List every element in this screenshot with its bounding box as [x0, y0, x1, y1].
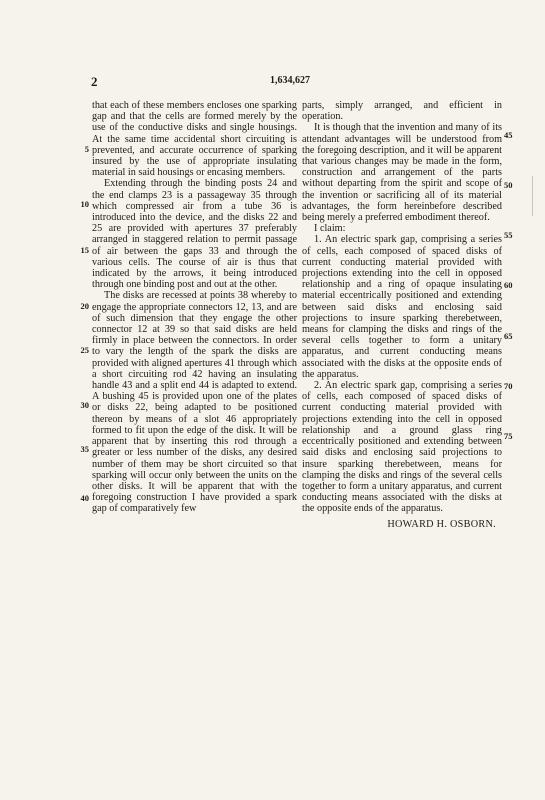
claim-1: 1. An electric spark gap, comprising a series of cells, each composed of spaced disks of current conducting material provided with projections extending into the cell in opposed relationship and a ring of opaque insulating material eccentrically positioned and extending between said disks and enclosing said projections to insure sparking therebetween, means for clamping the disks and rings of the several cells together to form a unitary apparatus, and current conducting means associated with the disks at the opposite ends of the apparatus. — [302, 234, 502, 380]
line-number: 10 — [80, 199, 89, 209]
paragraph: that each of these members encloses one sparking gap and that the cells are formed merely by the use of the conductive disks and single housings. At the same time accidental short circuiting is prevented, and accurate occurrence of sparking insured by the use of appropriate insulating material in said housings or encasing members. — [92, 100, 297, 179]
page-number: 2 — [91, 74, 98, 89]
paragraph: The disks are recessed at points 38 whereby to engage the appropriate connectors 12, 13, and are of such dimension that they engage the other connector 12 at 39 so that said disks are held firmly in place between the connectors. In order to vary the length of the spark the disks are provided with aligned apertures 41 through which a short circuiting rod 42 having an insulating handle 43 and a split end 44 is adapted to extend. A bushing 45 is provided upon one of the plates or disks 22, being adapted to be positioned thereon by means of a slot 46 appropriately formed to fit upon the edge of the disk. It will be apparent that by inserting this rod through a greater or less number of the disks, any desired number of them may be short circuited so that sparking will occur only between the units on the other disks. It will be apparent that with the foregoing construction I have provided a spark gap of comparatively few — [92, 290, 297, 515]
paragraph: It is though that the invention and many of its attendant advantages will be understood from the foregoing description, and it will be apparent that various changes may be made in the form, construction and arrangement of the parts without departing from the spirit and scope of the invention or sacrificing all of its material advantages, the form hereinbefore described being merely a preferred embodiment thereof. — [302, 122, 502, 224]
line-number: 55 — [504, 230, 513, 240]
line-number: 60 — [504, 280, 513, 290]
margin-mark — [532, 176, 535, 216]
line-number: 40 — [80, 493, 89, 503]
line-number: 20 — [80, 301, 89, 311]
right-column — [302, 100, 502, 530]
claims-heading: I claim: — [314, 223, 346, 235]
page-header — [0, 74, 545, 90]
line-number: 35 — [80, 444, 89, 454]
line-number: 25 — [80, 345, 89, 355]
line-number: 50 — [504, 180, 513, 190]
patent-number: 1,634,627 — [270, 75, 310, 86]
line-number: 70 — [504, 381, 513, 391]
inventor-signature: HOWARD H. OSBORN. — [387, 518, 496, 530]
line-number: 15 — [80, 245, 89, 255]
paragraph: parts, simply arranged, and efficient in operation. — [302, 100, 502, 123]
line-number: 65 — [504, 331, 513, 341]
paragraph: Extending through the binding posts 24 and the end clamps 23 is a passageway 35 through which compressed air from a tube 36 is introduced into the device, and the disks 22 and 25 are provided with apertures 37 preferably arranged in staggered relation to permit passage of air between the gaps 33 and through the various cells. The course of air is thus that indicated by the arrows, it being introduced through one binding post and out at the other. — [92, 178, 297, 291]
left-column — [92, 100, 297, 515]
claim-2: 2. An electric spark gap, comprising a series of cells, each composed of spaced disks of current conducting material provided with projections extending into the cell in opposed relationship and a ground glass ring eccentrically positioned and extending between said disks and enclosing said projections to insure sparking therebetween, means for clamping the disks and rings of the several cells together to form a unitary apparatus, and current conducting means associated with the disks at the opposite ends of the apparatus. — [302, 380, 502, 515]
line-number: 45 — [504, 130, 513, 140]
line-number: 30 — [80, 400, 89, 410]
line-number: 75 — [504, 431, 513, 441]
line-number: 5 — [84, 144, 89, 154]
